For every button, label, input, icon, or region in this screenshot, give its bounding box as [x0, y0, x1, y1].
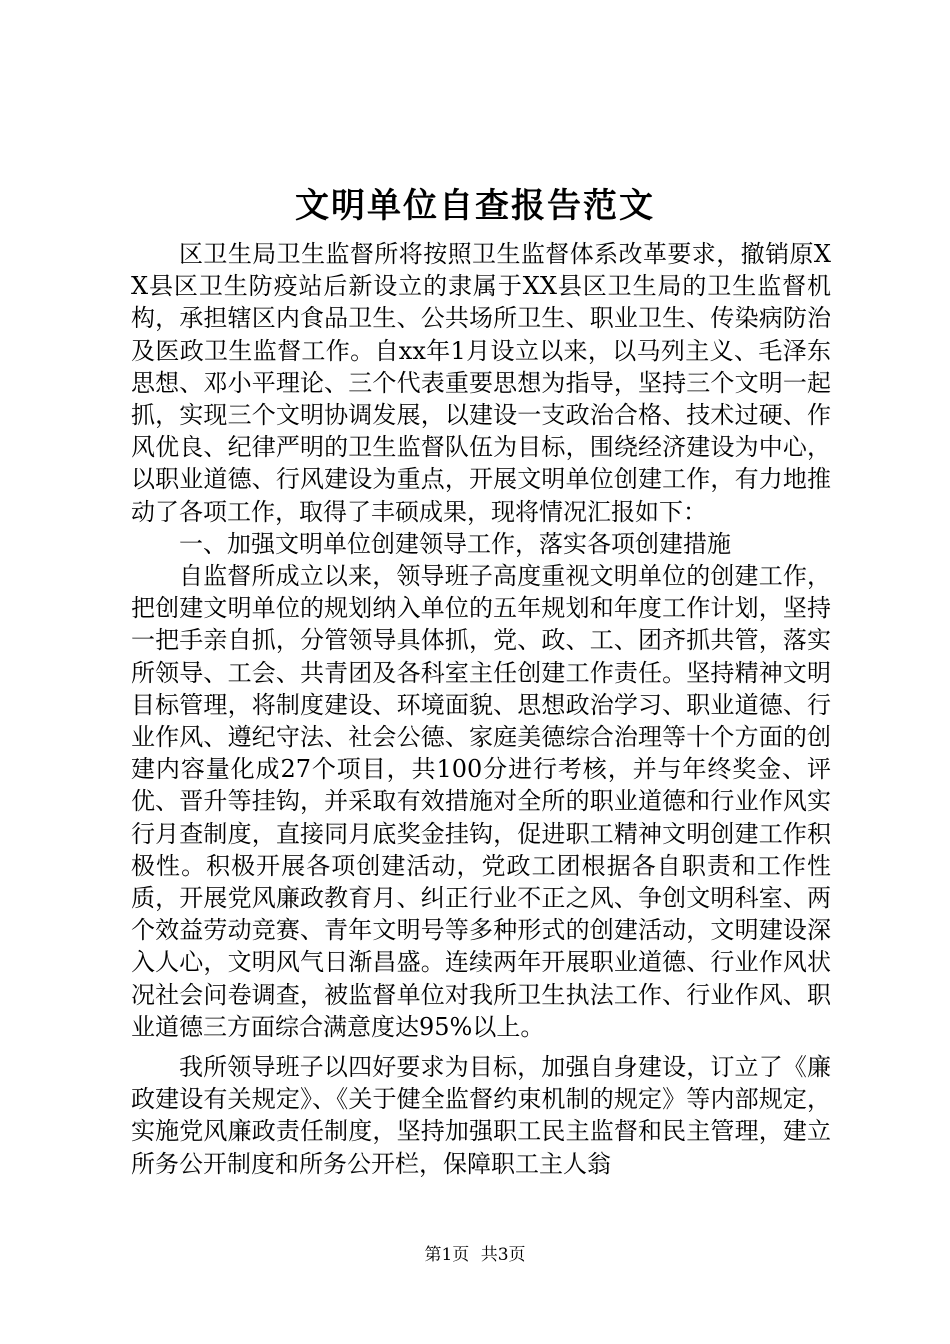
document-body: [131, 238, 831, 1180]
section-heading: 一、加强文明单位创建领导工作，落实各项创建措施: [179, 529, 731, 558]
page-footer: [0, 1244, 950, 1266]
page-number: 第1页: [424, 1245, 470, 1265]
body-paragraph: 我所领导班子以四好要求为目标，加强自身建设，订立了《廉政建设有关规定》、《关于健全监督约束机制的规定》等内部规定，实施党风廉政责任制度，坚持加强职工民主监督和民主管理，建立所务公开制度和所务公开栏，保障职工主人翁: [131, 1053, 831, 1178]
body-paragraph: 自监督所成立以来，领导班子高度重视文明单位的创建工作，把创建文明单位的规划纳入单位的五年规划和年度工作计划，坚持一把手亲自抓，分管领导具体抓，党、政、工、团齐抓共管，落实所领导、工会、共青团及各科室主任创建工作责任。坚持精神文明目标管理，将制度建设、环境面貌、思想政治学习、职业道德、行业作风、遵纪守法、社会公德、家庭美德综合治理等十个方面的创建内容量化成27个项目，共100分进行考核，并与年终奖金、评优、晋升等挂钩，并采取有效措施对全所的职业道德和行业作风实行月查制度，直接同月底奖金挂钩，促进职工精神文明创建工作积极性。积极开展各项创建活动，党政工团根据各自职责和工作性质，开展党风廉政教育月、纠正行业不正之风、争创文明科室、两个效益劳动竞赛、青年文明号等多种形式的创建活动，文明建设深入人心，文明风气日渐昌盛。连续两年开展职业道德、行业作风状况社会问卷调查，被监督单位对我所卫生执法工作、行业作风、职业道德三方面综合满意度达95%以上。: [131, 562, 831, 1041]
document-title: 文明单位自查报告范文: [295, 186, 655, 226]
intro-paragraph: 区卫生局卫生监督所将按照卫生监督体系改革要求，撤销原XX县区卫生防疫站后新设立的隶属于XX县区卫生局的卫生监督机构，承担辖区内食品卫生、公共场所卫生、职业卫生、传染病防治及医政卫生监督工作。自xx年1月设立以来，以马列主义、毛泽东思想、邓小平理论、三个代表重要思想为指导，坚持三个文明一起抓，实现三个文明协调发展，以建设一支政治合格、技术过硬、作风优良、纪律严明的卫生监督队伍为目标，围绕经济建设为中心，以职业道德、行风建设为重点，开展文明单位创建工作，有力地推动了各项工作，取得了丰硕成果，现将情况汇报如下：: [131, 240, 831, 526]
page-total: 共3页: [480, 1245, 526, 1265]
